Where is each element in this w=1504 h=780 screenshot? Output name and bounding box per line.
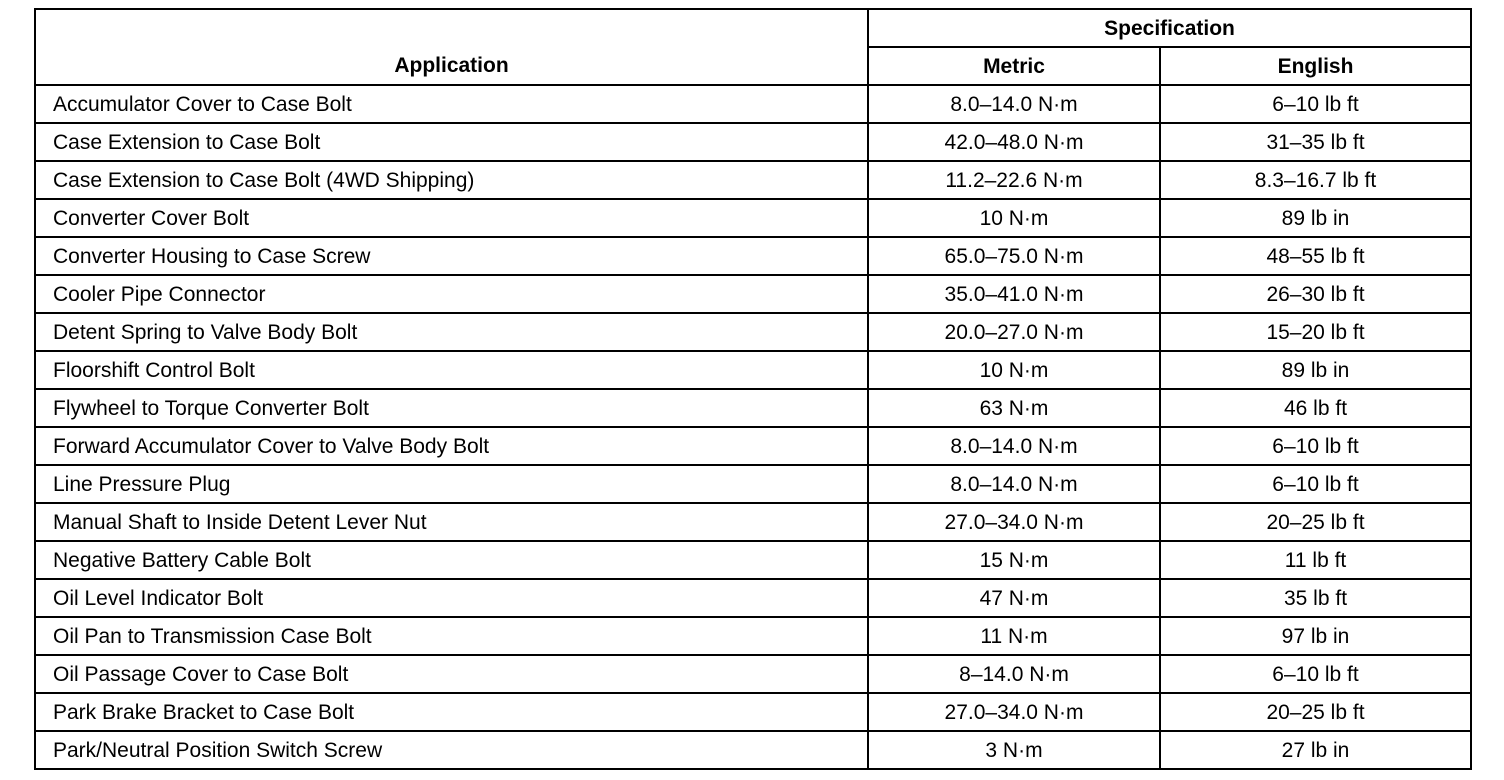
english-value-cell: 20–25 lb ft — [1160, 693, 1471, 731]
english-value-cell: 89 lb in — [1160, 199, 1471, 237]
english-value-cell: 15–20 lb ft — [1160, 313, 1471, 351]
application-cell: Forward Accumulator Cover to Valve Body Bolt — [35, 427, 868, 465]
metric-value-cell: 8.0–14.0 N·m — [868, 465, 1160, 503]
application-cell: Floorshift Control Bolt — [35, 351, 868, 389]
table-row — [35, 123, 1471, 161]
table-body — [35, 85, 1471, 769]
application-cell: Converter Housing to Case Screw — [35, 237, 868, 275]
metric-value-cell: 10 N·m — [868, 351, 1160, 389]
english-value-cell: 6–10 lb ft — [1160, 465, 1471, 503]
table-header — [35, 9, 1471, 85]
english-value-cell: 48–55 lb ft — [1160, 237, 1471, 275]
table-row — [35, 275, 1471, 313]
table-row — [35, 693, 1471, 731]
header-row-top — [35, 9, 1471, 47]
table-row — [35, 465, 1471, 503]
application-cell: Flywheel to Torque Converter Bolt — [35, 389, 868, 427]
english-value-cell: 6–10 lb ft — [1160, 85, 1471, 123]
metric-value-cell: 63 N·m — [868, 389, 1160, 427]
table-row — [35, 427, 1471, 465]
metric-value-cell: 11 N·m — [868, 617, 1160, 655]
table-row — [35, 161, 1471, 199]
table-row — [35, 579, 1471, 617]
metric-value-cell: 8–14.0 N·m — [868, 655, 1160, 693]
english-value-cell: 8.3–16.7 lb ft — [1160, 161, 1471, 199]
table-row — [35, 617, 1471, 655]
english-value-cell: 20–25 lb ft — [1160, 503, 1471, 541]
english-value-cell: 31–35 lb ft — [1160, 123, 1471, 161]
application-cell: Cooler Pipe Connector — [35, 275, 868, 313]
english-value-cell: 27 lb in — [1160, 731, 1471, 769]
fastener-torque-table — [34, 8, 1472, 770]
application-cell: Oil Passage Cover to Case Bolt — [35, 655, 868, 693]
metric-value-cell: 65.0–75.0 N·m — [868, 237, 1160, 275]
application-cell: Oil Pan to Transmission Case Bolt — [35, 617, 868, 655]
application-cell: Line Pressure Plug — [35, 465, 868, 503]
english-value-cell: 97 lb in — [1160, 617, 1471, 655]
application-cell: Oil Level Indicator Bolt — [35, 579, 868, 617]
english-value-cell: 6–10 lb ft — [1160, 655, 1471, 693]
table-row — [35, 655, 1471, 693]
english-value-cell: 89 lb in — [1160, 351, 1471, 389]
application-cell: Case Extension to Case Bolt — [35, 123, 868, 161]
metric-value-cell: 27.0–34.0 N·m — [868, 693, 1160, 731]
table-row — [35, 199, 1471, 237]
application-cell: Negative Battery Cable Bolt — [35, 541, 868, 579]
english-value-cell: 35 lb ft — [1160, 579, 1471, 617]
specification-header: Specification — [868, 9, 1471, 47]
english-value-cell: 26–30 lb ft — [1160, 275, 1471, 313]
metric-value-cell: 10 N·m — [868, 199, 1160, 237]
metric-value-cell: 11.2–22.6 N·m — [868, 161, 1160, 199]
table-row — [35, 503, 1471, 541]
metric-value-cell: 8.0–14.0 N·m — [868, 427, 1160, 465]
metric-column-header: Metric — [868, 47, 1160, 85]
metric-value-cell: 20.0–27.0 N·m — [868, 313, 1160, 351]
table-row — [35, 313, 1471, 351]
english-value-cell: 11 lb ft — [1160, 541, 1471, 579]
table-row — [35, 389, 1471, 427]
fastener-spec-sheet — [34, 8, 1470, 770]
metric-value-cell: 47 N·m — [868, 579, 1160, 617]
metric-value-cell: 42.0–48.0 N·m — [868, 123, 1160, 161]
english-value-cell: 6–10 lb ft — [1160, 427, 1471, 465]
table-row — [35, 731, 1471, 769]
application-cell: Case Extension to Case Bolt (4WD Shipping) — [35, 161, 868, 199]
table-row — [35, 541, 1471, 579]
metric-value-cell: 15 N·m — [868, 541, 1160, 579]
application-cell: Accumulator Cover to Case Bolt — [35, 85, 868, 123]
metric-value-cell: 35.0–41.0 N·m — [868, 275, 1160, 313]
english-value-cell: 46 lb ft — [1160, 389, 1471, 427]
table-row — [35, 85, 1471, 123]
application-cell: Converter Cover Bolt — [35, 199, 868, 237]
english-column-header: English — [1160, 47, 1471, 85]
metric-value-cell: 8.0–14.0 N·m — [868, 85, 1160, 123]
application-column-header: Application — [35, 9, 868, 85]
metric-value-cell: 3 N·m — [868, 731, 1160, 769]
application-cell: Detent Spring to Valve Body Bolt — [35, 313, 868, 351]
table-row — [35, 351, 1471, 389]
application-cell: Manual Shaft to Inside Detent Lever Nut — [35, 503, 868, 541]
metric-value-cell: 27.0–34.0 N·m — [868, 503, 1160, 541]
application-cell: Park Brake Bracket to Case Bolt — [35, 693, 868, 731]
table-row — [35, 237, 1471, 275]
application-cell: Park/Neutral Position Switch Screw — [35, 731, 868, 769]
